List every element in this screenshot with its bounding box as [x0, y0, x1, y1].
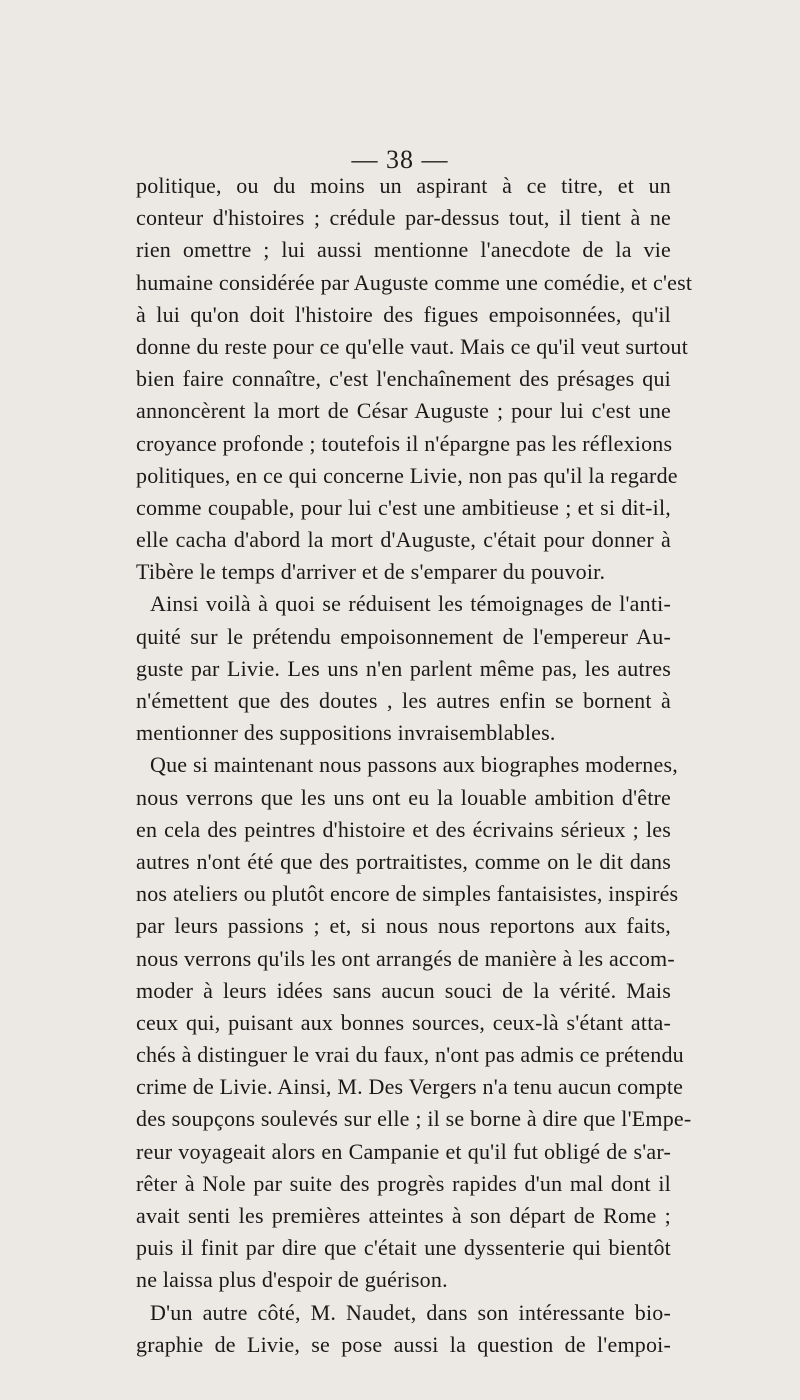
body-text — [136, 170, 693, 1361]
text-line: Tibère le temps d'arriver et de s'emparer du pouvoir. — [136, 559, 606, 585]
text-line: nous verrons qu'ils les ont arrangés de manière à les accom- — [136, 945, 675, 971]
text-line: mentionner des suppositions invraisemblables. — [136, 720, 556, 746]
text-line: humaine considérée par Auguste comme une comédie, et c'est — [136, 269, 693, 295]
text-line: crime de Livie. Ainsi, M. Des Vergers n'a tenu aucun compte — [136, 1074, 684, 1100]
text-line: moder à leurs idées sans aucun souci de la vérité. Mais — [136, 977, 671, 1003]
text-line: à lui qu'on doit l'histoire des figues empoisonnées, qu'il — [136, 301, 671, 327]
text-line: bien faire connaître, c'est l'enchaînement des présages qui — [136, 366, 671, 392]
text-line: par leurs passions ; et, si nous nous reportons aux faits, — [136, 913, 671, 939]
text-line: Que si maintenant nous passons aux biographes modernes, — [150, 752, 678, 778]
text-line: Ainsi voilà à quoi se réduisent les témoignages de l'anti- — [150, 591, 671, 617]
text-line: politiques, en ce qui concerne Livie, non pas qu'il la regarde — [136, 462, 678, 488]
text-line: n'émettent que des doutes , les autres enfin se bornent à — [136, 688, 671, 713]
text-line: croyance profonde ; toutefois il n'épargne pas les réflexions — [136, 430, 673, 456]
text-line: chés à distinguer le vrai du faux, n'ont pas admis ce prétendu — [136, 1042, 684, 1068]
text-line: quité sur le prétendu empoisonnement de l'empereur Au- — [136, 623, 671, 649]
text-line: guste par Livie. Les uns n'en parlent même pas, les autres — [136, 655, 671, 681]
text-line: conteur d'histoires ; crédule par-dessus tout, il tient à ne — [136, 205, 671, 231]
text-line: rêter à Nole par suite des progrès rapides d'un mal dont il — [136, 1170, 671, 1196]
text-line: rien omettre ; lui aussi mentionne l'anecdote de la vie — [136, 237, 671, 263]
text-line: politique, ou du moins un aspirant à ce titre, et un — [136, 173, 671, 198]
text-line: donne du reste pour ce qu'elle vaut. Mais ce qu'il veut surtout — [136, 333, 689, 359]
text-line: nous verrons que les uns ont eu la louable ambition d'être — [136, 784, 671, 810]
text-line: autres n'ont été que des portraitistes, comme on le dit dans — [136, 848, 671, 874]
text-line: avait senti les premières atteintes à son départ de Rome ; — [136, 1203, 671, 1228]
page-number: — 38 — — [351, 145, 449, 174]
text-line: D'un autre côté, M. Naudet, dans son intéressante bio- — [150, 1299, 671, 1325]
text-line: en cela des peintres d'histoire et des écrivains sérieux ; les — [136, 816, 671, 842]
text-line: ceux qui, puisant aux bonnes sources, ceux-là s'étant atta- — [136, 1009, 671, 1035]
text-line: annoncèrent la mort de César Auguste ; pour lui c'est une — [136, 398, 671, 424]
text-line: nos ateliers ou plutôt encore de simples fantaisistes, inspirés — [136, 881, 679, 907]
text-line: puis il finit par dire que c'était une dyssenterie qui bientôt — [136, 1235, 671, 1261]
text-line: elle cacha d'abord la mort d'Auguste, c'était pour donner à — [136, 527, 671, 553]
text-line: des soupçons soulevés sur elle ; il se borne à dire que l'Empe- — [136, 1106, 692, 1132]
text-line: ne laissa plus d'espoir de guérison. — [136, 1267, 448, 1293]
text-line: reur voyageait alors en Campanie et qu'il fut obligé de s'ar- — [136, 1138, 671, 1164]
text-line: comme coupable, pour lui c'est une ambitieuse ; et si dit-il, — [136, 494, 671, 520]
text-line: graphie de Livie, se pose aussi la question de l'empoi- — [136, 1331, 671, 1357]
